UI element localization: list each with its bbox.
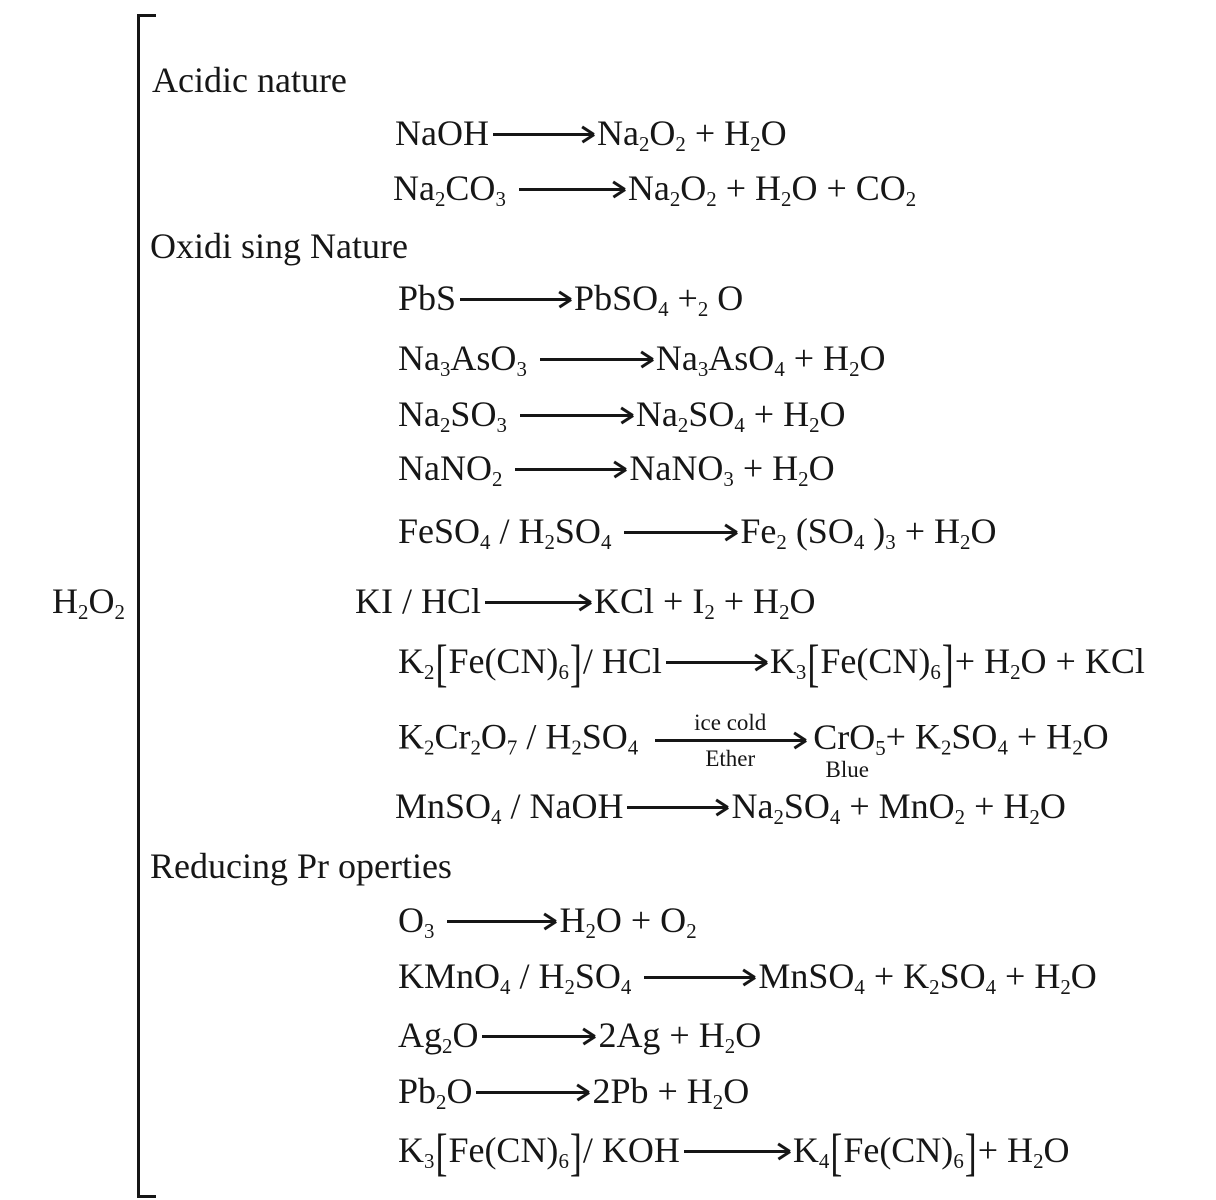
subscript: 2 (724, 1033, 736, 1058)
formula-text: Na (398, 338, 440, 378)
formula-text: + H (996, 956, 1061, 996)
formula-text: K (398, 716, 424, 757)
formula-text: SO (581, 716, 628, 757)
formula-text: O + O (595, 900, 687, 940)
reaction-equation (393, 170, 916, 210)
subscript: 4 (774, 356, 785, 381)
section-header: Reducing Pr operties (150, 846, 452, 886)
reaction-arrow-icon (482, 1035, 594, 1038)
formula-text: / H (490, 511, 545, 551)
subscript: 2 (114, 599, 125, 624)
subscript: 2 (424, 735, 435, 760)
formula-text: O (452, 1015, 479, 1055)
subscript: 2 (1029, 804, 1040, 829)
reaction-arrow-icon (540, 358, 652, 361)
subscript: 2 (434, 186, 446, 211)
section-header: Oxidi sing Nature (150, 226, 408, 266)
formula-text: / HCl (582, 641, 662, 681)
reaction-arrow-icon (519, 188, 624, 191)
formula-text: AsO (450, 338, 517, 378)
formula-text: O (1039, 786, 1066, 826)
reaction-arrow-icon (447, 920, 555, 923)
section-header: Acidic nature (152, 60, 347, 100)
subscript: 3 (439, 356, 451, 381)
formula-text: PbSO (574, 278, 659, 318)
formula-text: NaNO (629, 448, 724, 488)
reaction-equation (398, 710, 1109, 782)
subscript: 2 (442, 1033, 453, 1058)
formula-text (527, 338, 536, 378)
formula-text: NaOH (395, 113, 489, 153)
subscript: 2 (781, 186, 792, 211)
arrow-condition-top: ice cold (694, 710, 767, 735)
subscript: 2 (686, 918, 697, 943)
reaction-arrow-icon (655, 739, 805, 742)
subscript: 4 (600, 529, 612, 554)
reaction-equation (398, 1017, 761, 1057)
formula-text: O (789, 581, 816, 621)
reaction-equation (398, 450, 835, 490)
big-bracket: [ (830, 1123, 843, 1182)
formula-text: + H (784, 338, 850, 378)
reaction-arrow-icon (485, 601, 590, 604)
formula-text: K (398, 1130, 424, 1170)
formula-text: O (819, 394, 846, 434)
formula-text: FeSO (398, 511, 481, 551)
subscript: 2 (954, 804, 966, 829)
formula-text: SO (951, 716, 998, 757)
formula-text: SO (939, 956, 986, 996)
subscript: 4 (480, 529, 491, 554)
formula-text: ) (864, 511, 886, 551)
formula-text: NaNO (398, 448, 492, 488)
formula-text: + H (716, 168, 782, 208)
arrow-condition-bottom: Ether (705, 745, 756, 771)
formula-text: 2Ag + H (598, 1015, 725, 1055)
formula-text: + K (864, 956, 930, 996)
reaction-arrow-icon (684, 1150, 789, 1153)
big-bracket: [ (435, 634, 448, 693)
subscript: 5 (875, 735, 886, 760)
subscript: 2 (1010, 659, 1021, 684)
subscript: 2 (905, 186, 917, 211)
formula-text: Ag (398, 1015, 442, 1055)
subscript: 3 (697, 356, 709, 381)
subscript: 4 (818, 1148, 830, 1173)
formula-text: O (760, 113, 787, 153)
formula-text (506, 168, 515, 208)
formula-text: O (446, 1071, 473, 1111)
formula-text: Cr (434, 716, 471, 757)
reaction-equation (398, 1073, 749, 1113)
formula-text: Fe(CN) (820, 641, 931, 681)
subscript: 2 (940, 735, 952, 760)
subscript: 4 (620, 974, 632, 999)
reaction-arrow-icon (460, 298, 570, 301)
formula-text: + H (895, 511, 961, 551)
subscript: 4 (627, 735, 639, 760)
formula-text (631, 956, 640, 996)
formula-text: SO (688, 394, 735, 434)
subscript: 4 (500, 974, 511, 999)
subscript: 2 (809, 412, 820, 437)
subscript: 4 (734, 412, 745, 437)
reaction-equation (398, 1123, 1070, 1182)
big-bracket: [ (435, 1123, 448, 1182)
formula-text: O (480, 716, 507, 757)
reaction-equation (398, 958, 1097, 998)
subscript: 2 (773, 804, 784, 829)
subscript: 2 (697, 296, 709, 321)
formula-text: + H (954, 641, 1011, 681)
compound-label (52, 583, 125, 623)
big-bracket: ] (941, 634, 954, 693)
subscript: 2 (585, 918, 596, 943)
formula-text: Pb (398, 1071, 437, 1111)
reaction-equation (398, 634, 1145, 693)
formula-text: H (559, 900, 586, 940)
formula-text: O (970, 511, 997, 551)
formula-text: + (668, 278, 698, 318)
formula-text: Fe(CN) (843, 1130, 954, 1170)
formula-text: PbS (398, 278, 457, 318)
formula-text: MnSO (395, 786, 492, 826)
formula-text: O (88, 581, 115, 621)
formula-text (611, 511, 620, 551)
formula-text: H (52, 581, 78, 621)
reaction-equation (398, 280, 743, 320)
subscript: 2 (704, 599, 715, 624)
formula-text: O (708, 278, 744, 318)
subscript: 2 (436, 1089, 447, 1114)
formula-text: KMnO (398, 956, 501, 996)
formula-text: O (680, 168, 707, 208)
formula-text: + H (744, 394, 810, 434)
subscript: 2 (1033, 1148, 1044, 1173)
subscript: 2 (470, 735, 481, 760)
formula-text: O (1070, 956, 1097, 996)
big-bracket: [ (807, 634, 820, 693)
reaction-arrow-icon (627, 806, 727, 809)
subscript: 2 (960, 529, 971, 554)
reaction-arrow-icon (624, 531, 736, 534)
formula-text: Fe(CN) (448, 641, 559, 681)
formula-text (638, 717, 647, 757)
formula-text: 2Pb + H (592, 1071, 713, 1111)
subscript: 2 (677, 412, 689, 437)
formula-text: Na (596, 113, 639, 153)
formula-text: MnSO (758, 956, 855, 996)
formula-text: + H (965, 786, 1030, 826)
subscript: 4 (829, 804, 841, 829)
formula-text: + H (977, 1130, 1034, 1170)
formula-text: O (1082, 716, 1109, 757)
formula-text: CO (445, 168, 496, 208)
subscript: 6 (930, 659, 941, 684)
reaction-equation (355, 583, 816, 623)
formula-text: KI / HCl (355, 581, 481, 621)
formula-text: SO (574, 956, 621, 996)
subscript: 3 (496, 412, 507, 437)
reaction-arrow-icon (493, 133, 593, 136)
formula-text: / KOH (582, 1130, 680, 1170)
reaction-equation (398, 396, 846, 436)
formula-text: Na (731, 786, 774, 826)
subscript: 6 (953, 1148, 964, 1173)
formula-text: AsO (708, 338, 775, 378)
formula-text: / H (517, 716, 572, 757)
subscript: 2 (675, 131, 686, 156)
formula-text: + H (1007, 716, 1073, 757)
formula-text: O (859, 338, 886, 378)
formula-text: Fe(CN) (448, 1130, 559, 1170)
subscript: 4 (985, 974, 997, 999)
subscript: 4 (491, 804, 502, 829)
formula-text: K (792, 1130, 819, 1170)
formula-text: CrO (813, 716, 876, 757)
formula-text: Na (635, 394, 678, 434)
subscript: 3 (424, 918, 435, 943)
subscript: 2 (544, 529, 555, 554)
formula-text: O + KCl (1020, 641, 1145, 681)
reaction-equation (395, 788, 1066, 828)
subscript: 2 (571, 735, 582, 760)
formula-text: (SO (786, 511, 854, 551)
subscript: 2 (1072, 735, 1083, 760)
subscript: 3 (885, 529, 896, 554)
formula-text: O (1043, 1130, 1070, 1170)
subscript: 6 (558, 1148, 569, 1173)
subscript: 6 (558, 659, 569, 684)
left-bracket (137, 14, 156, 1198)
formula-text: SO (450, 394, 497, 434)
subscript: 2 (776, 529, 787, 554)
formula-text: + MnO (840, 786, 955, 826)
formula-text (507, 394, 516, 434)
subscript: 3 (795, 659, 807, 684)
subscript: 2 (439, 412, 451, 437)
reaction-arrow-icon (476, 1091, 588, 1094)
formula-text: K (398, 641, 424, 681)
reaction-arrow-with-conditions (651, 711, 809, 770)
subscript: 2 (638, 131, 650, 156)
subscript: 7 (506, 735, 518, 760)
subscript: 2 (706, 186, 717, 211)
subscript: 2 (712, 1089, 724, 1114)
reaction-arrow-icon (520, 414, 632, 417)
subscript: 2 (779, 599, 790, 624)
formula-text: Fe (740, 511, 777, 551)
formula-text: SO (554, 511, 601, 551)
formula-text: K (769, 641, 796, 681)
formula-text: O (735, 1015, 762, 1055)
reaction-arrow-icon (644, 976, 754, 979)
subscript: 2 (929, 974, 940, 999)
formula-text: O (808, 448, 835, 488)
formula-text: + K (885, 716, 941, 757)
product-with-note (813, 716, 886, 782)
subscript: 2 (849, 356, 860, 381)
reaction-equation (398, 902, 697, 942)
reaction-arrow-icon (515, 468, 625, 471)
subscript: 4 (853, 529, 865, 554)
formula-text (434, 900, 443, 940)
formula-text: KCl + I (594, 581, 705, 621)
reaction-equation (398, 513, 996, 553)
formula-text: Na (398, 394, 440, 434)
formula-text: / NaOH (501, 786, 624, 826)
subscript: 4 (658, 296, 669, 321)
reaction-equation (395, 115, 787, 155)
color-note: Blue (825, 756, 869, 782)
formula-text: Na (393, 168, 435, 208)
big-bracket: ] (569, 634, 582, 693)
formula-text: + H (685, 113, 751, 153)
subscript: 2 (78, 599, 89, 624)
subscript: 3 (723, 466, 734, 491)
subscript: 3 (495, 186, 506, 211)
subscript: 2 (669, 186, 681, 211)
subscript: 2 (798, 466, 809, 491)
formula-text: + H (733, 448, 799, 488)
big-bracket: ] (964, 1123, 977, 1182)
subscript: 4 (854, 974, 865, 999)
subscript: 2 (424, 659, 435, 684)
formula-text: Na (655, 338, 698, 378)
reaction-arrow-icon (666, 661, 766, 664)
subscript: 4 (997, 735, 1008, 760)
formula-text: SO (783, 786, 830, 826)
formula-text (502, 448, 511, 488)
formula-text: Na (627, 168, 670, 208)
formula-text: O (398, 900, 424, 940)
subscript: 2 (491, 466, 503, 491)
formula-text: + H (714, 581, 780, 621)
formula-text: / H (510, 956, 565, 996)
big-bracket: ] (569, 1123, 582, 1182)
subscript: 3 (516, 356, 527, 381)
reaction-equation (398, 340, 886, 380)
subscript: 2 (1060, 974, 1071, 999)
formula-text: O (649, 113, 676, 153)
subscript: 3 (424, 1148, 435, 1173)
formula-text: O + CO (791, 168, 906, 208)
subscript: 2 (750, 131, 761, 156)
subscript: 2 (564, 974, 575, 999)
formula-text: O (723, 1071, 750, 1111)
